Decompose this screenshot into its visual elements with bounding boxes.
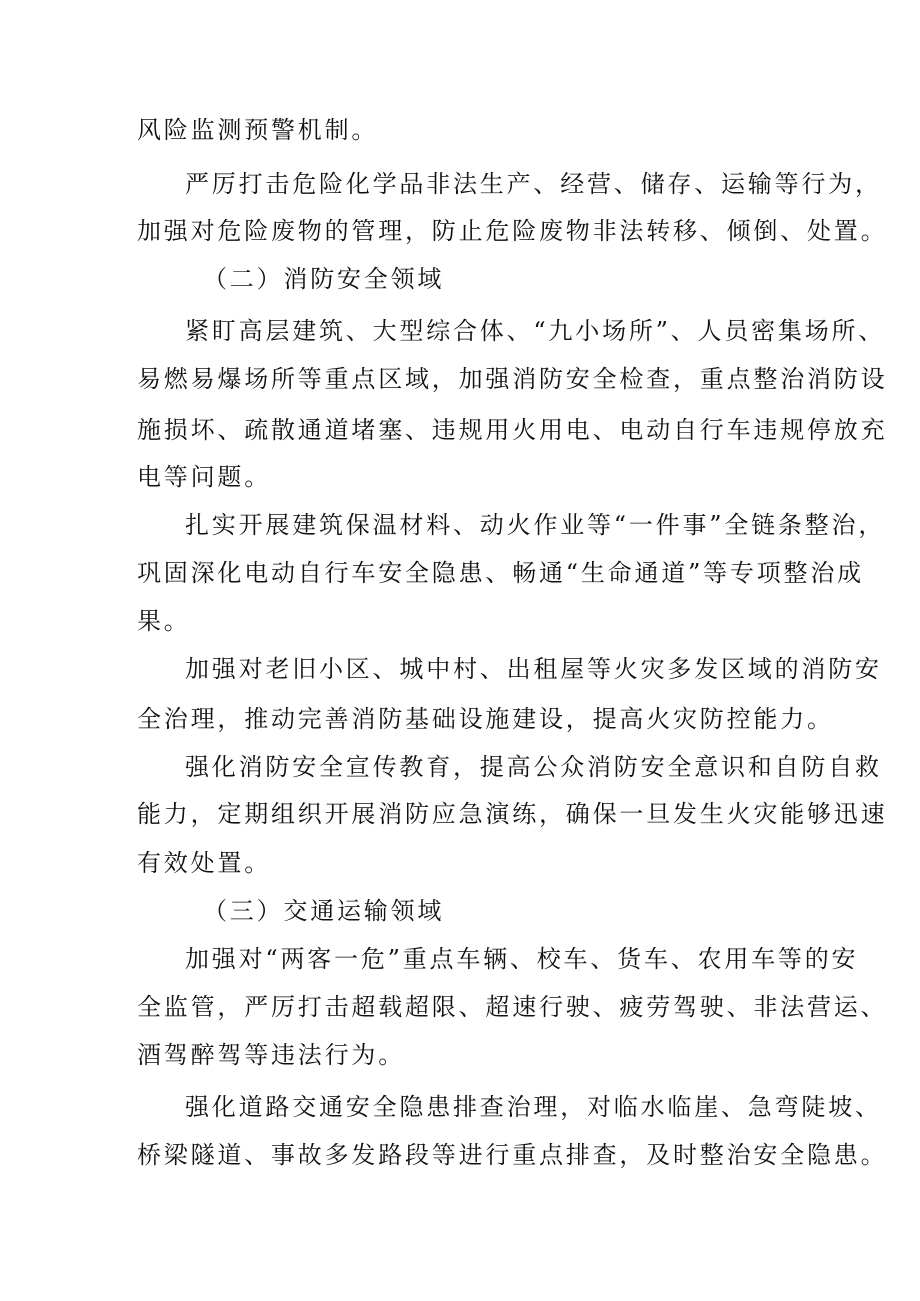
text-line: 全监管，严厉打击超载超限、超速行驶、疲劳驾驶、非法营运、 <box>137 993 888 1021</box>
text-line: 有效处置。 <box>137 849 271 877</box>
text-line: 强化消防安全宣传教育，提高公众消防安全意识和自防自救 <box>185 753 882 781</box>
text-line: 风险监测预警机制。 <box>137 116 379 144</box>
text-line: 巩固深化电动自行车安全隐患、畅通“生命通道”等专项整治成 <box>137 559 864 587</box>
text-line: 加强对危险废物的管理，防止危险废物非法转移、倾倒、处置。 <box>137 217 888 245</box>
text-line: 酒驾醉驾等违法行为。 <box>137 1041 405 1069</box>
section-heading: （二）消防安全领域 <box>203 265 445 293</box>
text-line: 加强对“两客一危”重点车辆、校车、货车、农用车等的安 <box>185 945 859 973</box>
text-line: 紧盯高层建筑、大型综合体、“九小场所”、人员密集场所、 <box>185 317 886 345</box>
text-line: 全治理，推动完善消防基础设施建设，提高火灾防控能力。 <box>137 705 834 733</box>
text-line: 能力，定期组织开展消防应急演练，确保一旦发生火灾能够迅速 <box>137 800 888 828</box>
text-line: 强化道路交通安全隐患排查治理，对临水临崖、急弯陡坡、 <box>185 1093 882 1121</box>
text-line: 严厉打击危险化学品非法生产、经营、储存、运输等行为， <box>185 170 882 198</box>
text-line: 施损坏、疏散通道堵塞、违规用火用电、电动自行车违规停放充 <box>137 416 888 444</box>
text-line: 电等问题。 <box>137 463 271 491</box>
text-line: 加强对老旧小区、城中村、出租屋等火灾多发区域的消防安 <box>185 655 882 683</box>
text-line: 桥梁隧道、事故多发路段等进行重点排查，及时整治安全隐患。 <box>137 1141 888 1169</box>
section-heading: （三）交通运输领域 <box>203 897 445 925</box>
text-line: 扎实开展建筑保温材料、动火作业等“一件事”全链条整治， <box>185 511 886 539</box>
text-line: 易燃易爆场所等重点区域，加强消防安全检查，重点整治消防设 <box>137 365 888 393</box>
text-line: 果。 <box>137 607 191 635</box>
